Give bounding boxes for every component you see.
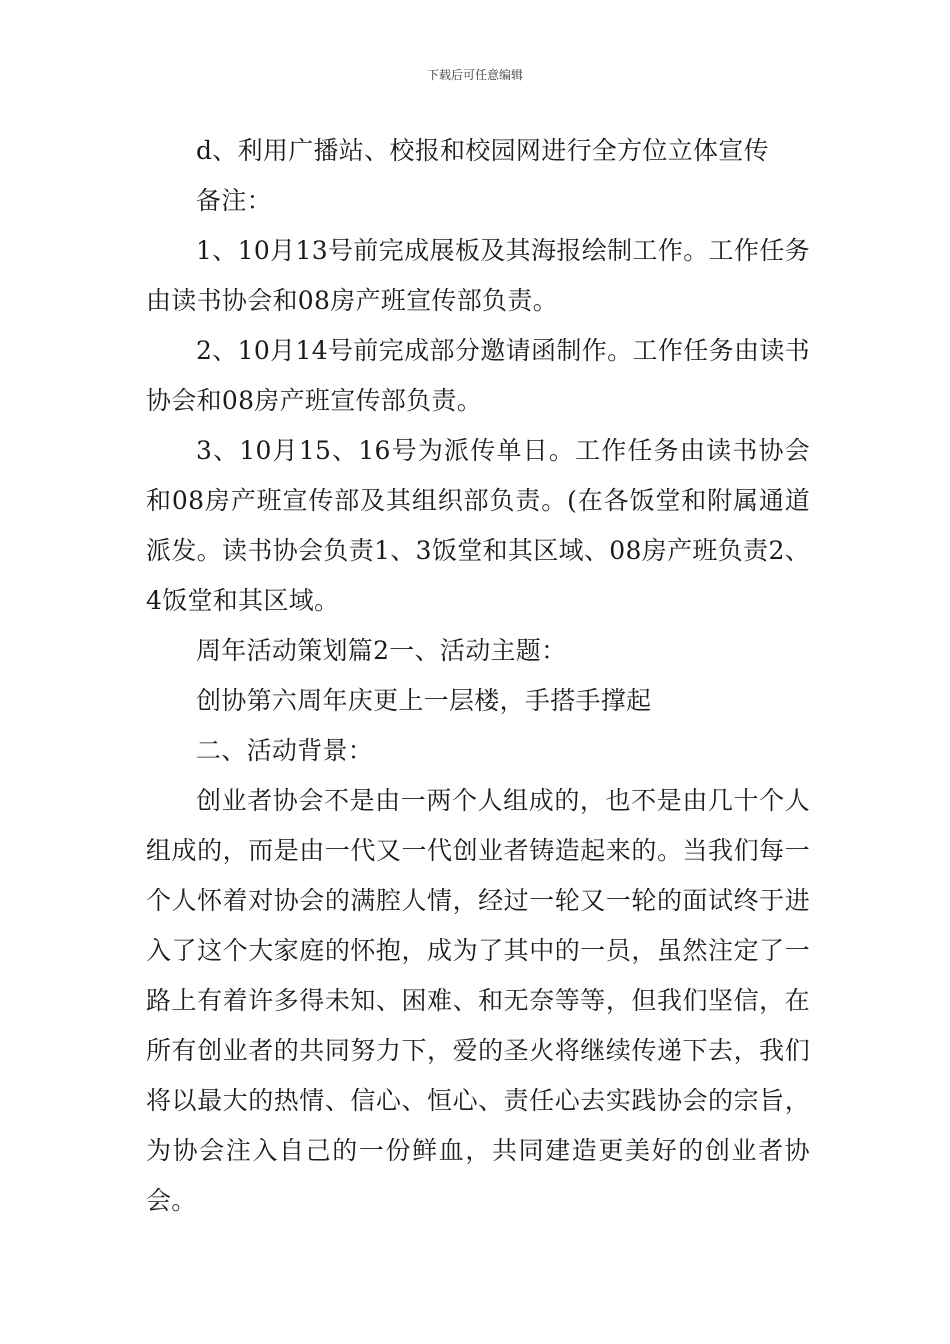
paragraph-publicity: d、利用广播站、校报和校园网进行全方位立体宣传 — [196, 136, 769, 165]
paragraph-note-3: 3、10月15、16号为派传单日。工作任务由读书协会和08房产班宣传部及其组织部负责。(在各饭堂和附属通道派发。读书协会负责1、3饭堂和其区域、08房产班负责2、4饭堂和其区域。 — [146, 436, 810, 615]
paragraph-section-background-heading: 二、活动背景： — [196, 736, 374, 765]
paragraph-notes-heading: 备注： — [196, 186, 272, 215]
paragraph-section-theme-heading: 周年活动策划篇2一、活动主题： — [196, 636, 567, 665]
document-body — [146, 126, 810, 1226]
paragraph-note-1: 1、10月13号前完成展板及其海报绘制工作。工作任务由读书协会和08房产班宣传部负责。 — [146, 236, 810, 315]
page-header: 下载后可任意编辑 — [426, 68, 523, 82]
paragraph-note-2: 2、10月14号前完成部分邀请函制作。工作任务由读书协会和08房产班宣传部负责。 — [146, 336, 810, 415]
paragraph-background: 创业者协会不是由一两个人组成的，也不是由几十个人组成的，而是由一代又一代创业者铸造起来的。当我们每一个人怀着对协会的满腔人情，经过一轮又一轮的面试终于进入了这个大家庭的怀抱，成为了其中的一员，虽然注定了一路上有着许多得未知、困难、和无奈等等，但我们坚信，在所有创业者的共同努力下，爱的圣火将继续传递下去，我们将以最大的热情、信心、恒心、责任心去实践协会的宗旨，为协会注入自己的一份鲜血，共同建造更美好的创业者协会。 — [146, 786, 810, 1215]
paragraph-theme: 创协第六周年庆更上一层楼，手搭手撑起 — [196, 686, 652, 715]
